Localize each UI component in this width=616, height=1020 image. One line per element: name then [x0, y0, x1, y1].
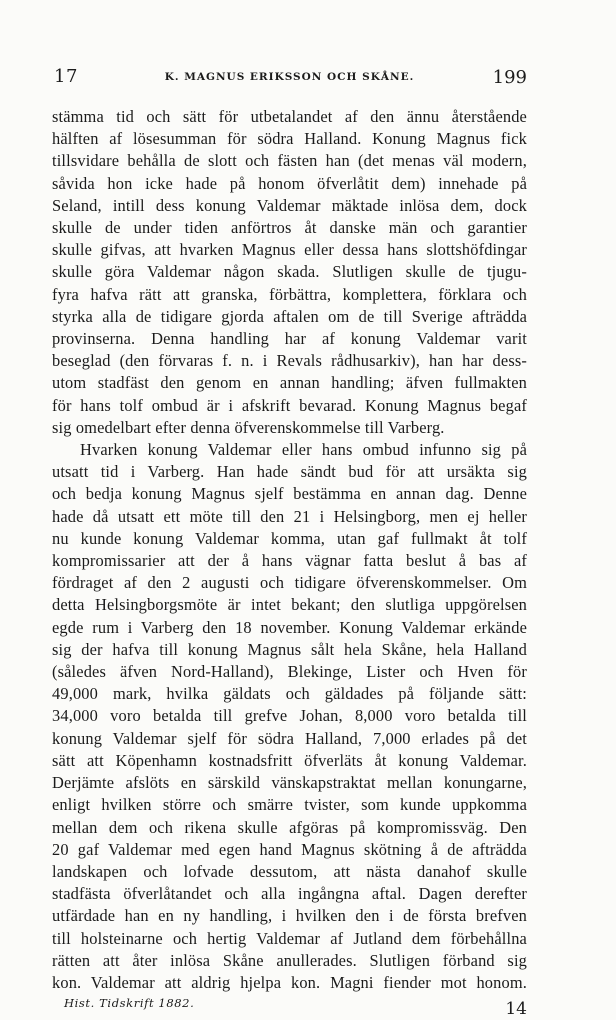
text-line: såvida hon icke hade på honom öfverlåtit dem) innehade på [52, 173, 527, 193]
text-line: hade då utsatt ett möte till den 21 i Helsingborg, men ej heller [52, 506, 527, 526]
text-line: rätten att åter inlösa Skåne anullerades. Slutligen förband sig [52, 950, 527, 970]
text-line: 49,000 mark, hvilka gäldats och gäldades på följande sätt: [52, 684, 527, 704]
page-number: 199 [492, 67, 527, 88]
text-line: sig der hafva till konung Magnus sålt hela Skåne, hela Halland [52, 639, 527, 659]
left-number: 17 [54, 66, 78, 87]
text-line: 20 gaf Valdemar med egen hand Magnus skötning å de afträdda [52, 839, 527, 859]
page-title: K. MAGNUS ERIKSSON OCH SKÅNE. [164, 71, 415, 83]
text-line: mellan dem och rikena skulle afgöras på kompromissväg. Den [52, 817, 527, 837]
text-line: nu kunde konung Valdemar komma, utan gaf fullmakt åt tolf [52, 528, 527, 548]
signature-mark: 14 [505, 999, 527, 1020]
text-line: utom stadfäst den genom en annan handling; äfven fullmakten [52, 373, 527, 393]
text-line: konung Valdemar sjelf för södra Halland, 7,000 erlades på det [52, 728, 527, 748]
paragraph [52, 106, 527, 439]
footer-source: Hist. Tidskrift 1882. [64, 996, 195, 1011]
text-line: kompromissarier att der å hans vägnar fatta beslut å bas af [52, 551, 527, 571]
text-line: skulle gifvas, att hvarken Magnus eller dessa hans slottshöfdingar [52, 240, 527, 260]
text-line: för hans tolf ombud är i afskrift bevarad. Konung Magnus begaf [52, 395, 527, 415]
body-text [52, 106, 527, 994]
text-line: fyra hafva rätt att granska, förbättra, komplettera, förklara och [52, 284, 527, 304]
text-line: skulle göra Valdemar någon skada. Slutligen skulle de tjugu- [52, 262, 527, 282]
paragraph [52, 439, 527, 994]
text-line: stadfästa öfverlåtandet och alla ingångna aftal. Dagen derefter [52, 884, 527, 904]
text-line: Seland, intill dess konung Valdemar mäktade inlösa dem, dock [52, 195, 527, 215]
text-line: Hvarken konung Valdemar eller hans ombud infunno sig på [80, 440, 527, 460]
text-line: beseglad (den förvaras f. n. i Revals rådhusarkiv), han har dess- [52, 351, 527, 371]
text-line: utfärdade han en ny handling, i hvilken den i de första brefven [52, 906, 527, 926]
running-head [52, 66, 527, 92]
text-line: detta Helsingborgsmöte är intet bekant; den slutliga uppgörelsen [52, 595, 527, 615]
text-line: stämma tid och sätt för utbetalandet af den ännu återstående [52, 107, 527, 126]
text-line: styrka alla de tidigare gjorda aftalen om de till Sverige afträdda [52, 306, 527, 326]
text-line: sätt att Köpenhamn kostnadsfritt öfverläts åt konung Valdemar. [52, 750, 527, 770]
text-line: Derjämte afslöts en särskild vänskapstraktat mellan konungarne, [52, 773, 527, 793]
text-line: och bedja konung Magnus sjelf bestämma en annan dag. Denne [52, 484, 527, 504]
text-line: till holsteinarne och hertig Valdemar af Jutland dem förbehållna [52, 928, 527, 948]
text-line: sig omedelbart efter denna öfverenskommelse till Varberg. [52, 417, 445, 437]
text-line: 34,000 voro betalda till grefve Johan, 8,000 voro betalda till [52, 706, 527, 726]
text-line: tillsvidare behålla de slott och fästen han (det menas väl modern, [52, 151, 527, 171]
text-line: utsatt tid i Varberg. Han hade sändt bud för att ursäkta sig [52, 462, 527, 482]
book-page [52, 66, 527, 1020]
text-line: landskapen och lofvade dessutom, att nästa danahof skulle [52, 861, 527, 881]
text-line: skulle de under tiden anförtros åt danske män och garantier [52, 218, 527, 238]
text-line: provinserna. Denna handling har af konung Valdemar varit [52, 329, 527, 349]
text-line: kon. Valdemar att aldrig hjelpa kon. Magni fiender mot honom. [52, 972, 527, 992]
text-line: hälften af lösesumman för södra Halland. Konung Magnus fick [52, 129, 527, 149]
text-line: enligt hvilken större och smärre tvister, som kunde uppkomma [52, 795, 527, 815]
page-footer [52, 996, 527, 1020]
text-line: (således äfven Nord-Halland), Blekinge, Lister och Hven för [52, 662, 527, 682]
text-line: egde rum i Varberg den 18 november. Konung Valdemar erkände [52, 617, 527, 637]
text-line: fördraget af den 2 augusti och tidigare öfverenskommelser. Om [52, 573, 527, 593]
